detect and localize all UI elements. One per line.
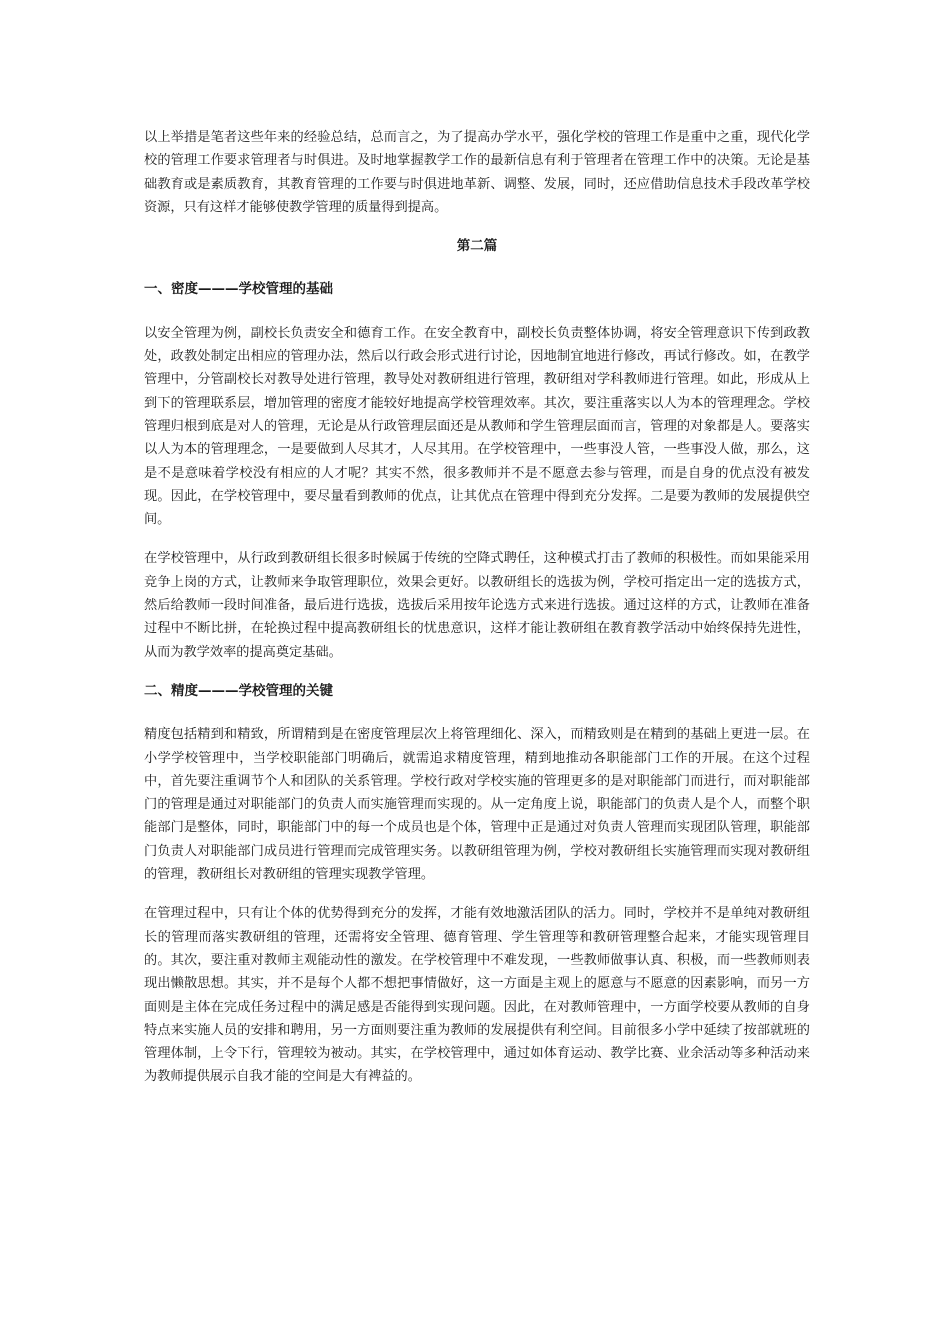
heading-density: 一、密度———学校管理的基础 [144, 281, 333, 298]
document-page [144, 126, 810, 1105]
paragraph-density-1: 以安全管理为例，副校长负责安全和德育工作。在安全教育中，副校长负责整体协调，将安全管理意识下传到政教处，政教处制定出相应的管理办法，然后以行政会形式进行讨论，因地制宜地进行修改，再试行修改。如，在教学管理中，分管副校长对教导处进行管理，教导处对教研组进行管理，教研组对学科教师进行管理。如此，形成从上到下的管理联系层，增加管理的密度才能较好地提高学校管理效率。其次，要注重落实以人为本的管理理念。学校管理归根到底是对人的管理，无论是从行政管理层面还是从教师和学生管理层面而言，管理的对象都是人。要落实以人为本的管理理念，一是要做到人尽其才，人尽其用。在学校管理中，一些事没人管，一些事没人做，那么，这是不是意味着学校没有相应的人才呢？其实不然，很多教师并不是不愿意去参与管理，而是自身的优点没有被发现。因此，在学校管理中，要尽量看到教师的优点，让其优点在管理中得到充分发挥。二是要为教师的发展提供空间。 [144, 325, 810, 528]
paragraph-precision-2: 在管理过程中，只有让个体的优势得到充分的发挥，才能有效地激活团队的活力。同时，学校并不是单纯对教研组长的管理而落实教研组的管理，还需将安全管理、德育管理、学生管理等和教研管理整合起来，才能实现管理目的。其次，要注重对教师主观能动性的激发。在学校管理中不难发现，一些教师做事认真、积极，而一些教师则表现出懒散思想。其实，并不是每个人都不想把事情做好，这一方面是主观上的愿意与不愿意的因素影响，而另一方面则是主体在完成任务过程中的满足感是否能得到实现问题。因此，在对教师管理中，一方面学校要从教师的自身特点来实施人员的安排和聘用，另一方面则要注重为教师的发展提供有利空间。目前很多小学中延续了按部就班的管理体制，上令下行，管理较为被动。其实，在学校管理中，通过如体育运动、教学比赛、业余活动等多种活动来为教师提供展示自我才能的空间是大有裨益的。 [144, 906, 810, 1085]
paragraph-density-2: 在学校管理中，从行政到教研组长很多时候属于传统的空降式聘任，这种模式打击了教师的积极性。而如果能采用竞争上岗的方式，让教师来争取管理职位，效果会更好。以教研组长的选拔为例，学校可指定出一定的选拔方式，然后给教师一段时间准备，最后进行选拔，选拔后采用按年论选方式来进行选拔。通过这样的方式，让教师在准备过程中不断比拼，在轮换过程中提高教研组长的忧患意识，这样才能让教研组在教育教学活动中始终保持先进性，从而为教学效率的提高奠定基础。 [144, 551, 810, 660]
section-title: 第二篇 [456, 238, 498, 255]
heading-precision: 二、精度———学校管理的关键 [144, 682, 333, 699]
intro-paragraph: 以上举措是笔者这些年来的经验总结，总而言之，为了提高办学水平，强化学校的管理工作是重中之重，现代化学校的管理工作要求管理者与时俱进。及时地掌握教学工作的最新信息有利于管理者在管理工作中的决策。无论是基础教育或是素质教育，其教育管理的工作要与时俱进地革新、调整、发展，同时，还应借助信息技术手段改革学校资源，只有这样才能够使教学管理的质量得到提高。 [144, 130, 810, 215]
paragraph-precision-1: 精度包括精到和精致，所谓精到是在密度管理层次上将管理细化、深入，而精致则是在精到的基础上更进一层。在小学学校管理中，当学校职能部门明确后，就需追求精度管理，精到地推动各职能部门工作的开展。在这个过程中，首先要注重调节个人和团队的关系管理。学校行政对学校实施的管理更多的是对职能部门而进行，而对职能部门的管理是通过对职能部门的负责人而实施管理而实现的。从一定角度上说，职能部门的负责人是个人，而整个职能部门是整体，同时，职能部门中的每一个成员也是个体，管理中正是通过对负责人管理而实现团队管理，职能部门负责人对职能部门成员进行管理而完成管理实务。以教研组管理为例，学校对教研组长实施管理而实现对教研组的管理，教研组长对教研组的管理实现教学管理。 [144, 727, 810, 883]
